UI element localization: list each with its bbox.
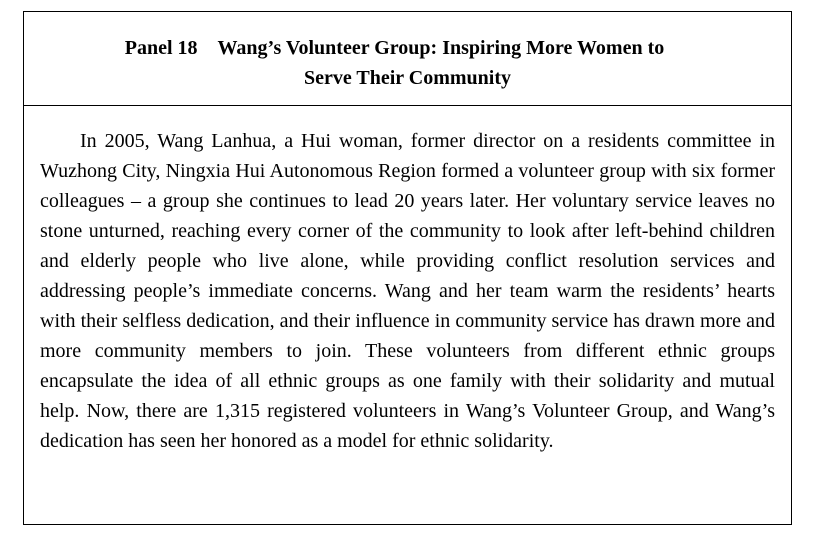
panel-title-part-1: Wang’s Volunteer Group: Inspiring More Women to xyxy=(217,37,665,59)
panel-header xyxy=(24,12,791,106)
panel-box xyxy=(23,11,792,525)
panel-title-line-1 xyxy=(0,33,791,63)
panel-title-line-2: Serve Their Community xyxy=(303,67,512,89)
panel-body xyxy=(24,106,791,456)
panel-number: Panel 18 xyxy=(124,37,198,59)
panel-body-paragraph: In 2005, Wang Lanhua, a Hui woman, former director on a residents committee in Wuzhong City, Ningxia Hui Autonomous Region formed a volunteer group with six former colleagues – a group she continues to lead 20 years later. Her voluntary service leaves no stone unturned, reaching every corner of the community to look after left-behind children and elderly people who live alone, while providing conflict resolution services and addressing people’s immediate concerns. Wang and her team warm the residents’ hearts with their selfless dedication, and their influence in community service has drawn more and more community members to join. These volunteers from different ethnic groups encapsulate the idea of all ethnic groups as one family with their solidarity and mutual help. Now, there are 1,315 registered volunteers in Wang’s Volunteer Group, and Wang’s dedication has seen her honored as a model for ethnic solidarity. xyxy=(40,130,775,452)
